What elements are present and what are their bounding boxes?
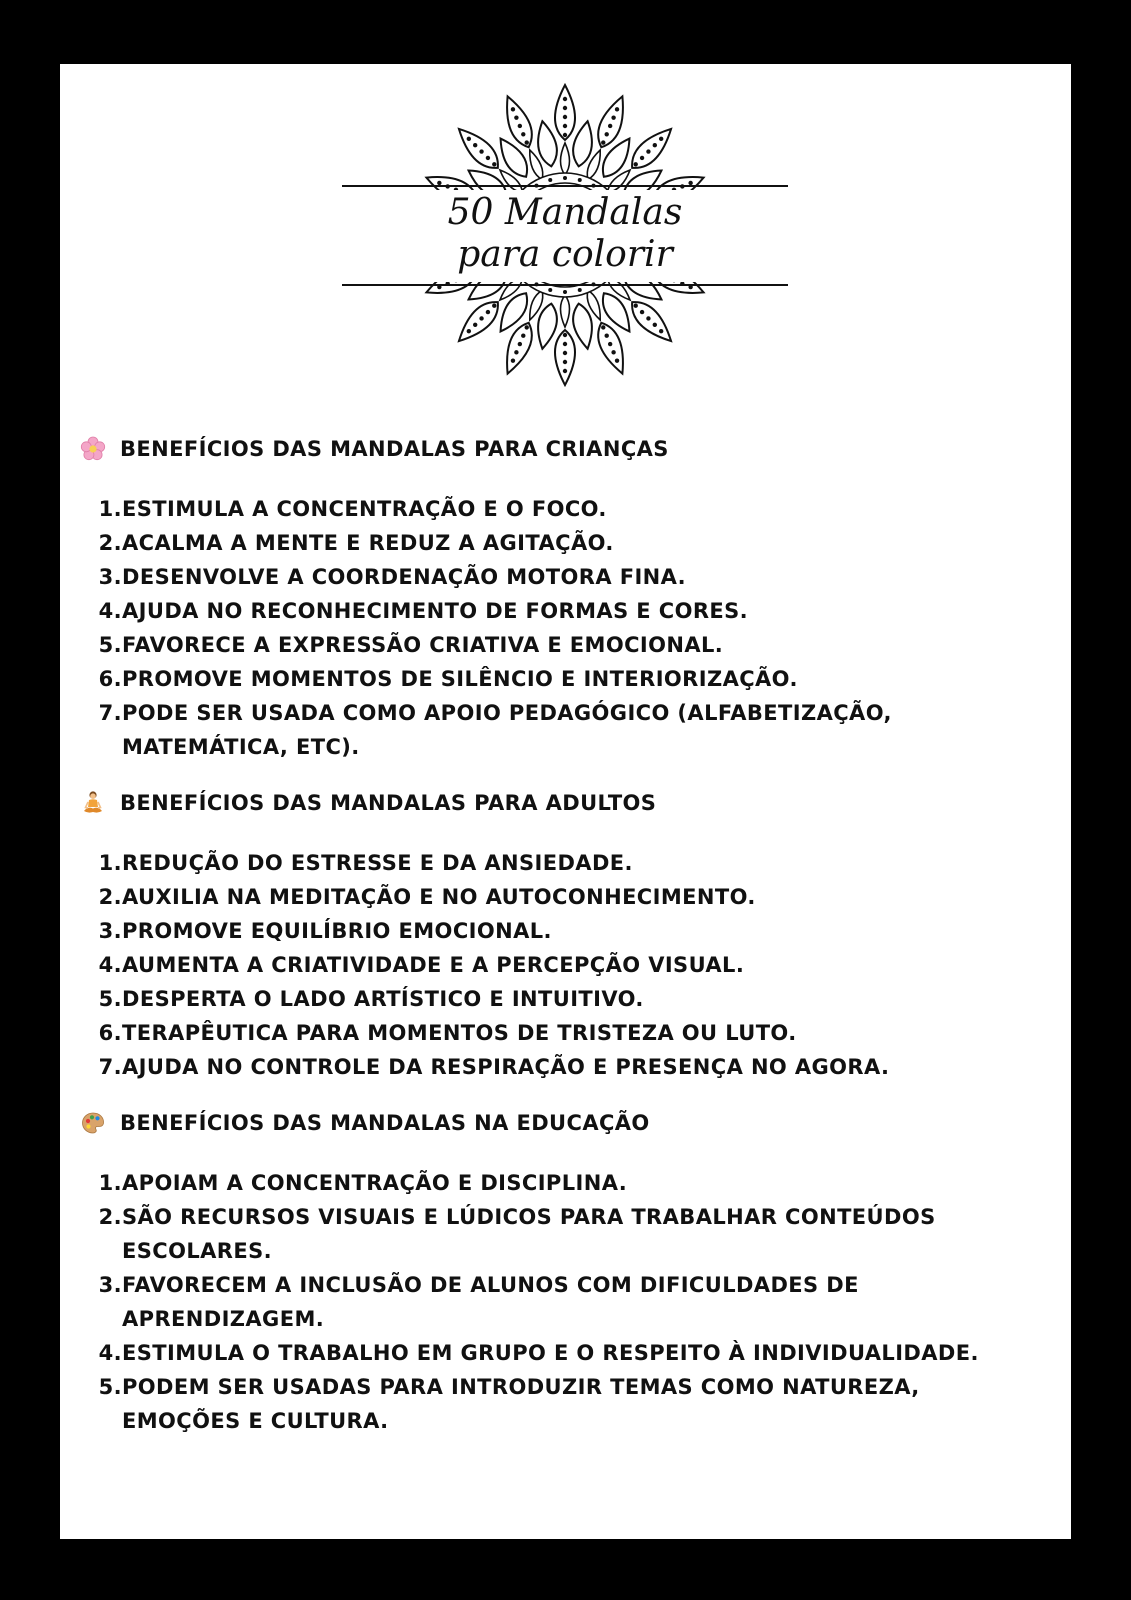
item-text: PODEM SER USADAS PARA INTRODUZIR TEMAS COMO NATUREZA, EMOÇÕES E CULTURA.: [122, 1375, 920, 1433]
item-number: 1.: [98, 497, 122, 521]
item-text: SÃO RECURSOS VISUAIS E LÚDICOS PARA TRABALHAR CONTEÚDOS ESCOLARES.: [122, 1205, 936, 1263]
section-heading-text: BENEFÍCIOS DAS MANDALAS NA EDUCAÇÃO: [120, 1111, 650, 1135]
list-item: [80, 696, 1055, 764]
list-item: [80, 880, 1055, 914]
list-item: [80, 492, 1055, 526]
item-text: PROMOVE EQUILÍBRIO EMOCIONAL.: [122, 919, 552, 943]
item-text: AJUDA NO CONTROLE DA RESPIRAÇÃO E PRESENÇA NO AGORA.: [122, 1055, 890, 1079]
section-children: [80, 434, 1055, 764]
list-item: [80, 1370, 1055, 1438]
section-education: [80, 1108, 1055, 1438]
item-number: 3.: [98, 919, 122, 943]
list-item: [80, 662, 1055, 696]
item-text: ACALMA A MENTE E REDUZ A AGITAÇÃO.: [122, 531, 614, 555]
title-rule-top: [342, 185, 788, 187]
item-number: 6.: [98, 667, 122, 691]
item-number: 5.: [98, 1375, 122, 1399]
section-heading: [80, 788, 1055, 818]
list-item: [80, 560, 1055, 594]
list-item: [80, 628, 1055, 662]
artist-palette-icon: [80, 1110, 106, 1136]
item-number: 5.: [98, 987, 122, 1011]
item-text: PODE SER USADA COMO APOIO PEDAGÓGICO (ALFABETIZAÇÃO, MATEMÁTICA, ETC).: [122, 701, 892, 759]
item-number: 2.: [98, 885, 122, 909]
benefit-list: [80, 492, 1055, 764]
section-heading: [80, 1108, 1055, 1138]
benefit-list: [80, 1166, 1055, 1438]
item-text: AUXILIA NA MEDITAÇÃO E NO AUTOCONHECIMENTO.: [122, 885, 756, 909]
item-number: 2.: [98, 1205, 122, 1229]
list-item: [80, 1016, 1055, 1050]
section-adults: [80, 788, 1055, 1084]
item-text: DESPERTA O LADO ARTÍSTICO E INTUITIVO.: [122, 987, 644, 1011]
item-number: 7.: [98, 1055, 122, 1079]
item-text: FAVORECEM A INCLUSÃO DE ALUNOS COM DIFICULDADES DE APRENDIZAGEM.: [122, 1273, 859, 1331]
item-number: 1.: [98, 851, 122, 875]
list-item: [80, 1166, 1055, 1200]
page-title: 50 Mandalas: [447, 192, 683, 233]
list-item: [80, 1336, 1055, 1370]
title-rule-bottom: [342, 284, 788, 286]
item-text: PROMOVE MOMENTOS DE SILÊNCIO E INTERIORIZAÇÃO.: [122, 667, 798, 691]
benefit-list: [80, 846, 1055, 1084]
item-number: 2.: [98, 531, 122, 555]
benefits-content: [80, 434, 1055, 1462]
flower-icon: [80, 436, 106, 462]
item-text: AJUDA NO RECONHECIMENTO DE FORMAS E CORES.: [122, 599, 749, 623]
mandala-emblem: [342, 78, 788, 393]
item-number: 3.: [98, 1273, 122, 1297]
item-text: DESENVOLVE A COORDENAÇÃO MOTORA FINA.: [122, 565, 687, 589]
page-subtitle: para colorir: [457, 234, 673, 275]
item-number: 1.: [98, 1171, 122, 1195]
item-text: ESTIMULA A CONCENTRAÇÃO E O FOCO.: [122, 497, 607, 521]
list-item: [80, 948, 1055, 982]
document-page: [60, 64, 1071, 1539]
meditation-person-icon: [80, 790, 106, 816]
list-item: [80, 1268, 1055, 1336]
list-item: [80, 1050, 1055, 1084]
list-item: [80, 526, 1055, 560]
item-text: ESTIMULA O TRABALHO EM GRUPO E O RESPEITO À INDIVIDUALIDADE.: [122, 1341, 979, 1365]
item-number: 4.: [98, 599, 122, 623]
list-item: [80, 846, 1055, 880]
item-number: 4.: [98, 953, 122, 977]
item-text: AUMENTA A CRIATIVIDADE E A PERCEPÇÃO VISUAL.: [122, 953, 745, 977]
section-heading: [80, 434, 1055, 464]
item-number: 6.: [98, 1021, 122, 1045]
item-number: 3.: [98, 565, 122, 589]
item-number: 4.: [98, 1341, 122, 1365]
item-text: REDUÇÃO DO ESTRESSE E DA ANSIEDADE.: [122, 851, 633, 875]
item-number: 7.: [98, 701, 122, 725]
section-heading-text: BENEFÍCIOS DAS MANDALAS PARA CRIANÇAS: [120, 437, 669, 461]
list-item: [80, 982, 1055, 1016]
item-text: TERAPÊUTICA PARA MOMENTOS DE TRISTEZA OU LUTO.: [122, 1021, 797, 1045]
item-number: 5.: [98, 633, 122, 657]
list-item: [80, 1200, 1055, 1268]
list-item: [80, 594, 1055, 628]
list-item: [80, 914, 1055, 948]
section-heading-text: BENEFÍCIOS DAS MANDALAS PARA ADULTOS: [120, 791, 657, 815]
item-text: FAVORECE A EXPRESSÃO CRIATIVA E EMOCIONAL.: [122, 633, 724, 657]
item-text: APOIAM A CONCENTRAÇÃO E DISCIPLINA.: [122, 1171, 628, 1195]
